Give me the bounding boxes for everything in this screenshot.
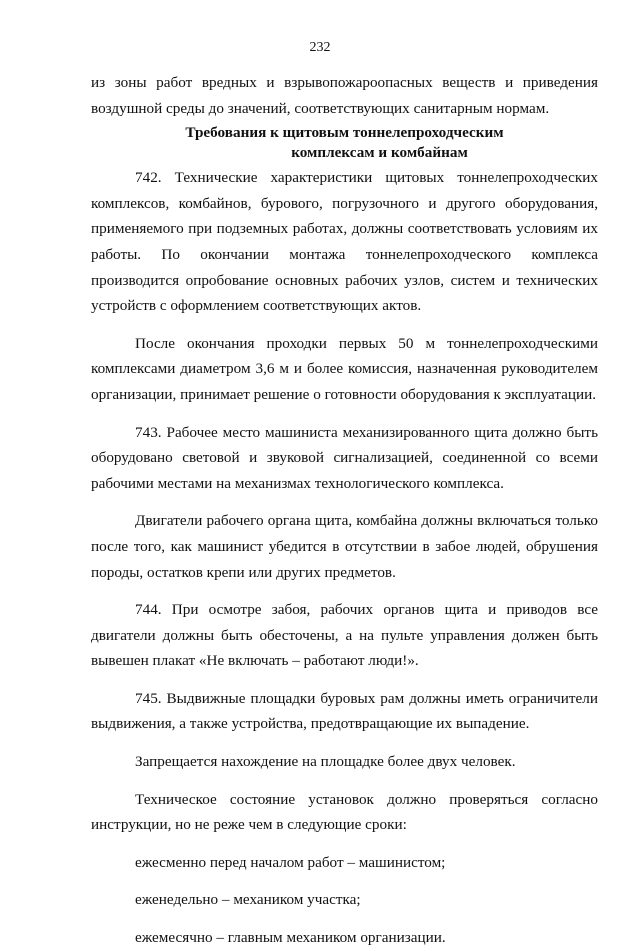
list-item-monthly: ежемесячно – главным механиком организации. [135,929,446,947]
list-item-shift: ежесменно перед началом работ – машинистом; [135,853,446,871]
paragraph-743-continued: Двигатели рабочего органа щита, комбайна должны включаться только после того, как машинист убедится в отсутствии в забое людей, обрушения породы, остатков крепи или других предметов. [91,512,598,581]
paragraph-743: 743. Рабочее место машиниста механизированного щита должно быть оборудовано световой и звуковой сигнализацией, соединенной со всеми рабочими местами на механизмах технологического комплекса. [91,423,598,492]
section-heading [91,121,598,165]
section-heading-line-2: комплексам и комбайнам [291,144,468,162]
document-body [91,70,598,951]
paragraph-continuation: из зоны работ вредных и взрывопожароопасных веществ и приведения воздушной среды до значений, соответствующих санитарным нормам. [91,74,598,117]
paragraph-745-prohibition: Запрещается нахождение на площадке более двух человек. [135,753,516,771]
list-item-weekly: еженедельно – механиком участка; [135,891,361,909]
paragraph-742-continued: После окончания проходки первых 50 м тоннелепроходческими комплексами диаметром 3,6 м и более комиссия, назначенная руководителем организации, принимает решение о готовности оборудования к эксплуатации. [91,334,598,403]
paragraph-742: 742. Технические характеристики щитовых тоннелепроходческих комплексов, комбайнов, бурового, погрузочного и другого оборудования, применяемого при подземных работах, должны соответствовать условиям их работы. По окончании монтажа тоннелепроходческого комплекса производится опробование основных рабочих узлов, систем и технических устройств с оформлением соответствующих актов. [91,169,598,315]
paragraph-744: 744. При осмотре забоя, рабочих органов щита и приводов все двигатели должны быть обесточены, а на пульте управления должен быть вывешен плакат «Не включать – работают люди!». [91,601,598,670]
paragraph-745: 745. Выдвижные площадки буровых рам должны иметь ограничители выдвижения, а также устройства, предотвращающие их выпадение. [91,689,598,733]
page-number: 232 [309,40,331,55]
paragraph-745-inspection: Техническое состояние установок должно проверяться согласно инструкции, но не реже чем в следующие сроки: [91,790,598,834]
section-heading-line-1: Требования к щитовым тоннелепроходческим [185,124,504,142]
